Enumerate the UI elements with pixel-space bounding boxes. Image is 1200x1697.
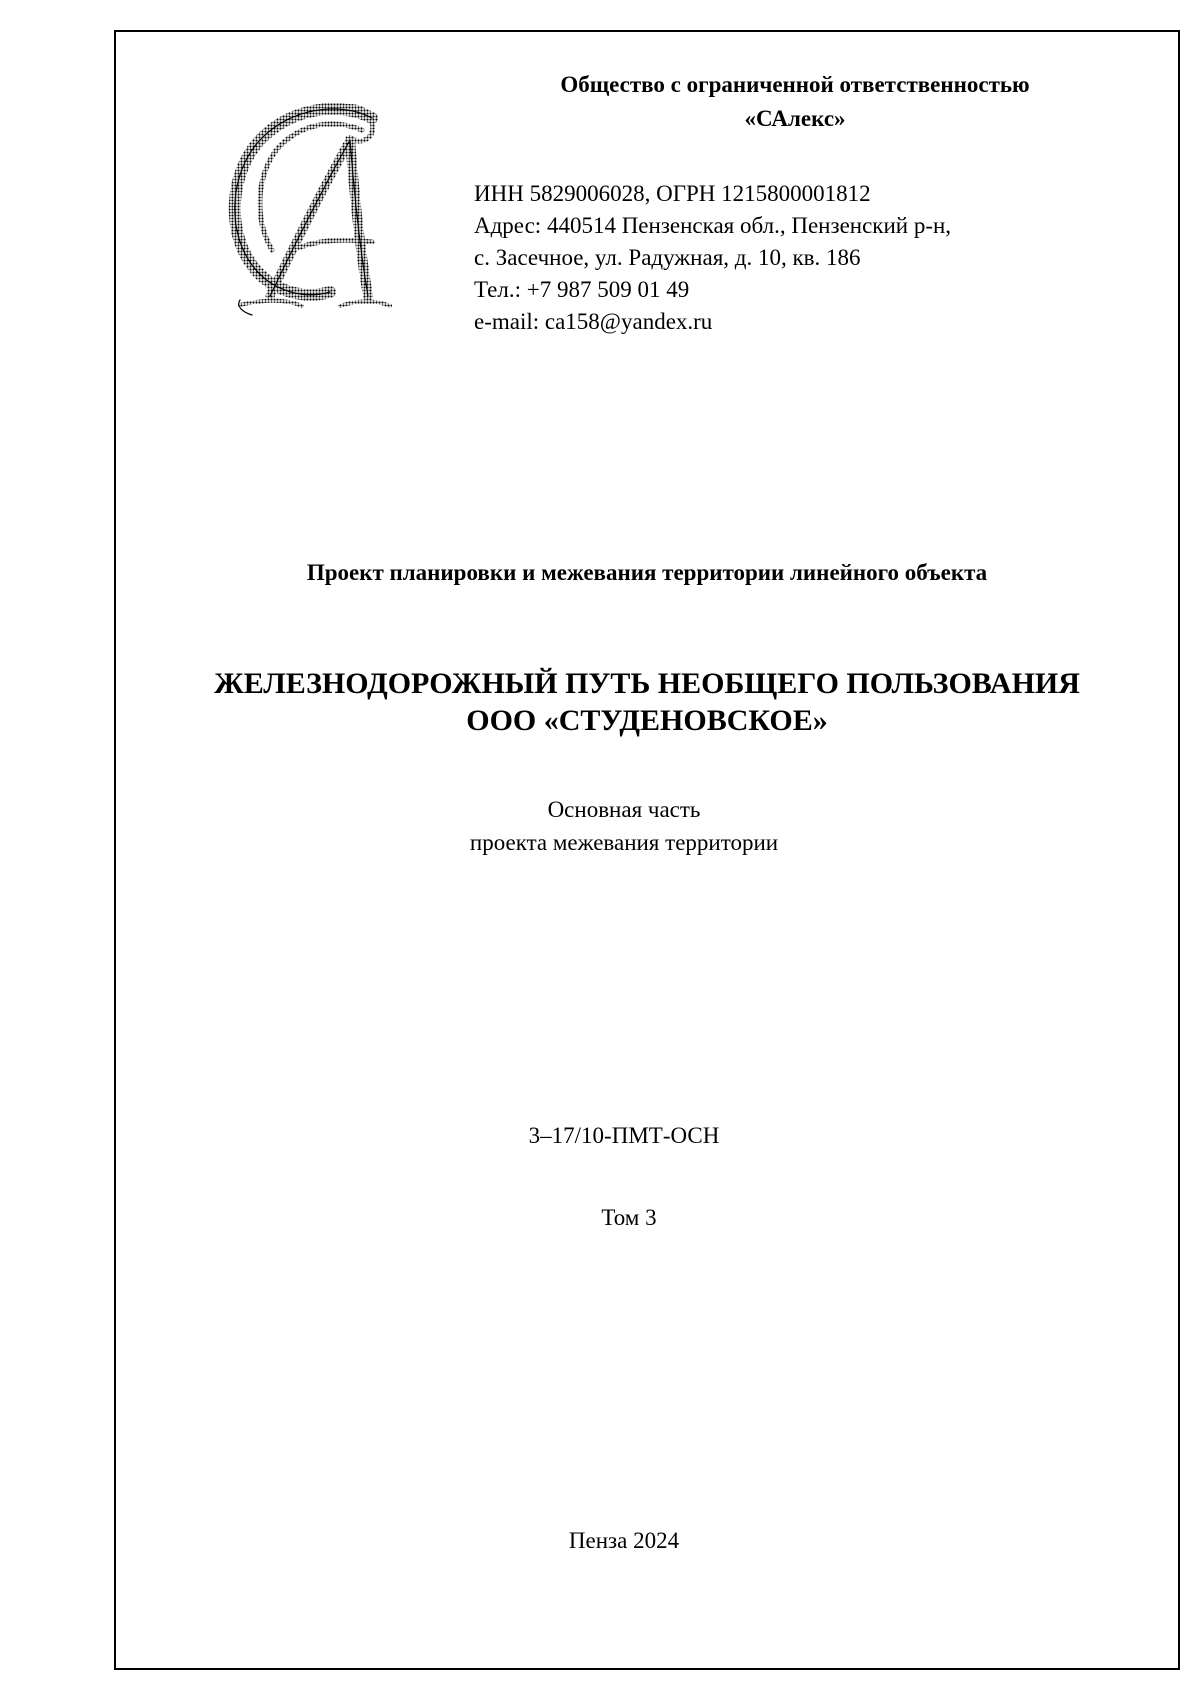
- document-title-line-1: ЖЕЛЕЗНОДОРОЖНЫЙ ПУТЬ НЕОБЩЕГО ПОЛЬЗОВАНИЯ: [214, 667, 1080, 700]
- volume-number: Том 3: [601, 1205, 657, 1230]
- document-title-line-2: ООО «СТУДЕНОВСКОЕ»: [466, 704, 828, 737]
- company-name: [470, 68, 1120, 136]
- document-subtitle-line-2: проекта межевания территории: [469, 830, 779, 855]
- email: e-mail: ca158@yandex.ru: [474, 309, 713, 334]
- company-brand-name: «САлекс»: [744, 106, 846, 131]
- city-year: Пенза 2024: [568, 1528, 680, 1553]
- phone: Тел.: +7 987 509 01 49: [474, 277, 690, 302]
- inn-ogrn: ИНН 5829006028, ОГРН 1215800001812: [474, 181, 871, 206]
- project-type: Проект планировки и межевания территории линейного объекта: [306, 560, 988, 585]
- document-subtitle: [114, 793, 1134, 859]
- address-line-2: с. Засечное, ул. Радужная, д. 10, кв. 186: [474, 245, 861, 270]
- address-line-1: Адрес: 440514 Пензенская обл., Пензенский р-н,: [474, 213, 952, 238]
- document-code: 3–17/10-ПМТ-ОСН: [528, 1123, 720, 1148]
- company-requisites: [474, 178, 951, 338]
- document-subtitle-line-1: Основная часть: [547, 797, 701, 822]
- company-logo: [222, 100, 402, 320]
- company-legal-form: Общество с ограниченной ответственностью: [560, 72, 1030, 97]
- document-title: [114, 665, 1180, 739]
